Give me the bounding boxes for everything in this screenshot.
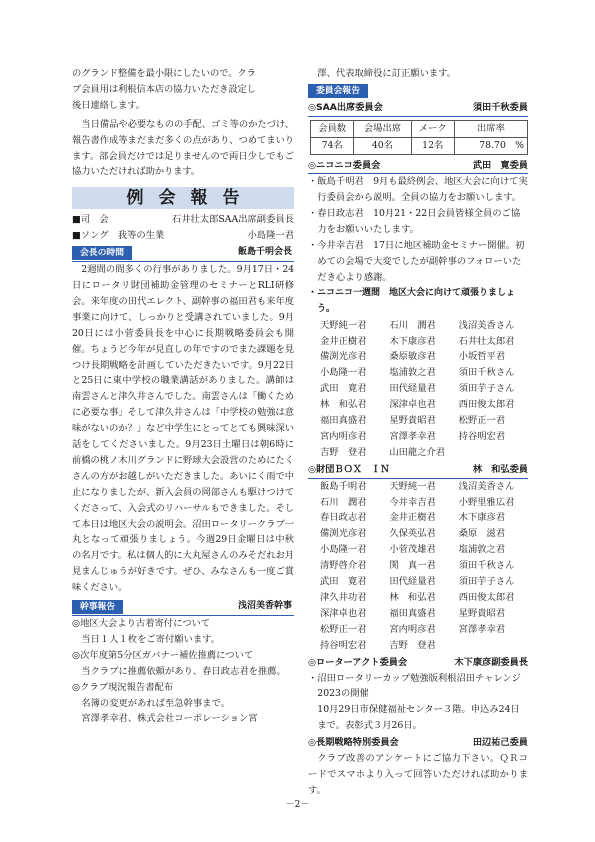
member-name: 田代経量君: [389, 383, 436, 395]
attendance-value: 12名: [411, 137, 454, 154]
member-name: 備渕光彦君: [320, 528, 367, 540]
member-name: 田代経量君: [389, 576, 436, 588]
president-name: 飯島千明会長: [237, 247, 292, 258]
member-name: 塩浦敦之君: [458, 544, 506, 556]
secretary-item-1: ◎地区大会より古着寄付について: [72, 618, 211, 629]
host-name: 石井壮太郎SAA出席副委員長: [171, 214, 294, 226]
secretary-item-1-body: 当日１人１枚をご寄付願います。: [81, 633, 221, 645]
niko-title: ◎ニコニコ委員会: [308, 159, 381, 171]
secretary-item-3-body-2: 宮澤孝幸君、株式会社コーポレーション宮: [81, 713, 258, 725]
secretary-name: 浅沼美香幹事: [237, 601, 292, 612]
member-name: 林 和弘君: [389, 592, 436, 603]
member-name: 木下康彦君: [389, 335, 436, 347]
member-name: 石川 潤君: [389, 319, 436, 331]
member-name: 持谷明宏君: [458, 430, 506, 442]
member-name: 石井壮太郎君: [458, 335, 515, 347]
attendance-value: 40名: [354, 137, 411, 154]
member-name: 吉野 登君: [389, 639, 436, 651]
member-name: 須田芋子さん: [458, 383, 515, 395]
member-name: 福田真盛君: [389, 607, 436, 619]
member-name: 松野正一君: [458, 415, 506, 427]
member-name: 津久井功君: [320, 592, 367, 603]
committee-header: [308, 83, 528, 99]
host-label: ■司 会: [72, 214, 109, 226]
member-name: 須田芋子さん: [458, 576, 515, 588]
song-row: [72, 228, 294, 244]
president-text: 2週間の間多くの行事がありました。9月17日・24日にロータリ財団補助金管理のセミナーとRLI研修会。来年度の田代エレクト、副幹事の福田君も来年度事業に向けて、しっかりと受講されていました。9月20日には小菅委員長を中心に長期戦略委員会も開催。ちょうど今年が見直しの年ですのでまた課題を見つけ長期戦略を計画していただきたいです。9月22日と25日に東中学校の職業講話がありました。講師は南雲さんと津久井さんでした。南雲さんは「働くために必要な事」そして津久井さんは「中学校の勉強は意味がないのか？」など中学生にとってとても興味深い話をしてくださいました。9月23日土曜日は朝6時に前橋の桃ノ木川グランドに野球大会設営のためにたくさんの方がお越しがいただきました。あいにく雨で中止になりましたが、新入会員の岡部さんも駆けつけてくださって、入会式のリハーサルもできました。そして本日は地区大会の説明会。沼田ロータリークラブ一丸となって頑張りましょう。今週29日金曜日は中秋の名月です。私は個人的に大丸屋さんのみそだれお月見まんじゅうが好きです。ぜひ、みなさんも一度ご賞味ください。: [72, 264, 294, 594]
strategy-header: [308, 735, 528, 751]
member-name: 小坂哲平君: [458, 351, 506, 363]
member-name: 武田 寛君: [320, 383, 367, 395]
member-name: 木下康彦君: [458, 512, 506, 524]
member-name: 天野純一君: [389, 480, 436, 492]
attendance-header: 会員数: [311, 120, 354, 137]
president-header: [72, 245, 294, 262]
attendance-header-row: [311, 120, 528, 137]
box-person: 林 和弘委員: [472, 463, 528, 475]
member-name: 久保英弘君: [389, 528, 436, 540]
attendance-header: メーク: [411, 120, 454, 137]
member-name: 星野貴昭君: [458, 607, 506, 619]
attendance-header: 出席率: [454, 120, 527, 137]
secretary-item-3-body-1: 名簿の変更があれば至急幹事まで。: [81, 697, 230, 709]
niko-item: ・春日政志君 10月21・22日会員皆様全員のご協力をお願いいたします。: [308, 208, 521, 236]
member-name: 春日政志君: [320, 512, 367, 524]
member-name: 深津卓也君: [389, 399, 436, 411]
left-column: [72, 66, 294, 727]
member-name: 武田 寛君: [320, 576, 367, 588]
right-column: [308, 66, 528, 799]
member-name: 宮内明彦君: [389, 623, 436, 635]
member-name: [459, 445, 528, 461]
member-name: 浅沼美香さん: [458, 480, 515, 492]
rotaract-text: ・沼田ロータリーカップ勉強版利根沼田チャレンジ2023の開催: [308, 672, 521, 700]
attendance-value-row: [311, 137, 528, 154]
member-name: 小野里雅広君: [458, 496, 515, 508]
intro-line-1: のグランド整備を最小限にしたいので。クラ: [72, 68, 256, 79]
member-name: 備渕光彦君: [320, 351, 367, 363]
member-name: 関 真一君: [389, 560, 436, 572]
niko-item: ・飯島千明君 9月も最終例会、地区大会に向けて実行委員会から説明。全員の協力をお願いします。: [308, 176, 528, 204]
member-name: 塩浦敦之君: [389, 367, 436, 379]
member-name: 金井正樹君: [320, 335, 367, 347]
member-name: 清野啓介君: [320, 560, 367, 572]
secretary-header: [72, 599, 294, 616]
member-name: 山田龍之介君: [389, 446, 446, 458]
intro-line-2: ブ会員用は利根信本店の協力いただき設定し: [72, 83, 256, 95]
member-name: 須田千秋さん: [458, 560, 515, 572]
box-names: [308, 479, 528, 654]
member-name: 小島隆一君: [320, 367, 367, 379]
member-name: 宮内明彦君: [320, 430, 367, 442]
niko-person: 武田 寛委員: [472, 159, 528, 171]
rotaract-header: [308, 655, 528, 671]
host-row: [72, 212, 294, 228]
attendance-value: 78.70 %: [454, 137, 527, 154]
niko-header: [308, 158, 528, 175]
song-label: ■ソング 我等の生業: [72, 230, 165, 242]
member-name: 松野正一君: [320, 623, 367, 635]
rotaract-person: 木下康彦副委員長: [454, 656, 528, 668]
niko-names: [308, 318, 528, 461]
member-name: 石川 潤君: [320, 496, 367, 508]
attendance-table: [310, 120, 528, 155]
attendance-header: 会場出席: [354, 120, 411, 137]
secretary-item-2-body: 当クラブに推薦依頼があり、春日政志君を推薦。: [81, 665, 286, 677]
member-name: 小島隆一君: [320, 544, 367, 556]
niko-item: ・今井幸吉君 17日に地区補助金セミナー開催。初めての会場で大変でしたが副幹事のフォローいただき心より感謝。: [308, 240, 525, 283]
rotaract-text-2: 10月29日市保健福祉センター３階。申込み24日まで。表彰式３月26日。: [317, 704, 520, 732]
member-name: 天野純一君: [320, 319, 367, 331]
page-number: －2－: [285, 800, 310, 810]
strategy-title: ◎長期戦略特別委員会: [308, 737, 399, 749]
member-name: 須田千秋さん: [458, 367, 515, 379]
box-header: [308, 462, 528, 479]
member-name: 西田俊太郎君: [458, 399, 515, 411]
president-tag: 会長の時間: [72, 246, 132, 260]
box-title: ◎財団ＢＯＸ ＩＮ: [308, 463, 390, 475]
continued-line: 澤、代表取締役に訂正願います。: [317, 68, 457, 79]
member-name: 金井正樹君: [389, 512, 436, 524]
meeting-report-banner: 例会報告: [72, 187, 294, 209]
member-name: 飯島千明君: [320, 480, 367, 492]
intro-line-3: 後日連絡します。: [72, 99, 145, 111]
member-name: 桑原敏彦君: [389, 351, 436, 363]
secretary-item-2: ◎次年度第5分区ガバナー補佐推薦について: [72, 649, 254, 661]
member-name: 林 和弘君: [320, 399, 367, 411]
saa-person: 須田千秋委員: [472, 101, 528, 113]
member-name: 深津卓也君: [320, 607, 367, 619]
member-name: 宮澤孝幸君: [389, 430, 436, 442]
member-name: 宮澤孝幸君: [458, 623, 506, 635]
saa-title: ◎SAA出席委員会: [308, 101, 383, 113]
member-name: 星野貴昭君: [389, 415, 436, 427]
member-name: 福田真盛君: [320, 415, 367, 427]
member-name: 桑原 滋君: [458, 528, 506, 540]
attendance-value: 74名: [311, 137, 354, 154]
member-name: 浅沼美香さん: [458, 319, 515, 331]
saa-header: [308, 100, 528, 117]
niko-week: ・ニコニコ一週間 地区大会に向けて頑張りましょう。: [308, 287, 516, 314]
secretary-tag: 幹事報告: [72, 600, 123, 614]
song-name: 小島隆一君: [247, 230, 294, 242]
member-name: [459, 638, 528, 654]
member-name: 西田俊太郎君: [458, 592, 515, 603]
strategy-person: 田辺祐己委員: [472, 737, 528, 749]
intro-paragraph: 当日備品や必要なものの手配、ゴミ等のかたづけ、報告書作成等まだまだ多くの点があり、つめてまいります。部会員だけでは足りませんので両日少しでもご協力いただければ助かります。: [72, 118, 294, 178]
member-name: 吉野 登君: [320, 446, 367, 458]
member-name: 今井幸吉君: [389, 496, 436, 508]
committee-tag: 委員会報告: [308, 84, 368, 98]
member-name: 小菅茂雄君: [389, 544, 436, 556]
member-name: 持谷明宏君: [320, 639, 367, 651]
strategy-text: クラブ改善のアンケートにご協力下さい。ＱＲコードでスマホより入って回答いただければ助かります。: [308, 753, 528, 796]
rotaract-title: ◎ローターアクト委員会: [308, 656, 408, 668]
secretary-item-3: ◎クラブ現況報告書配布: [72, 681, 174, 693]
